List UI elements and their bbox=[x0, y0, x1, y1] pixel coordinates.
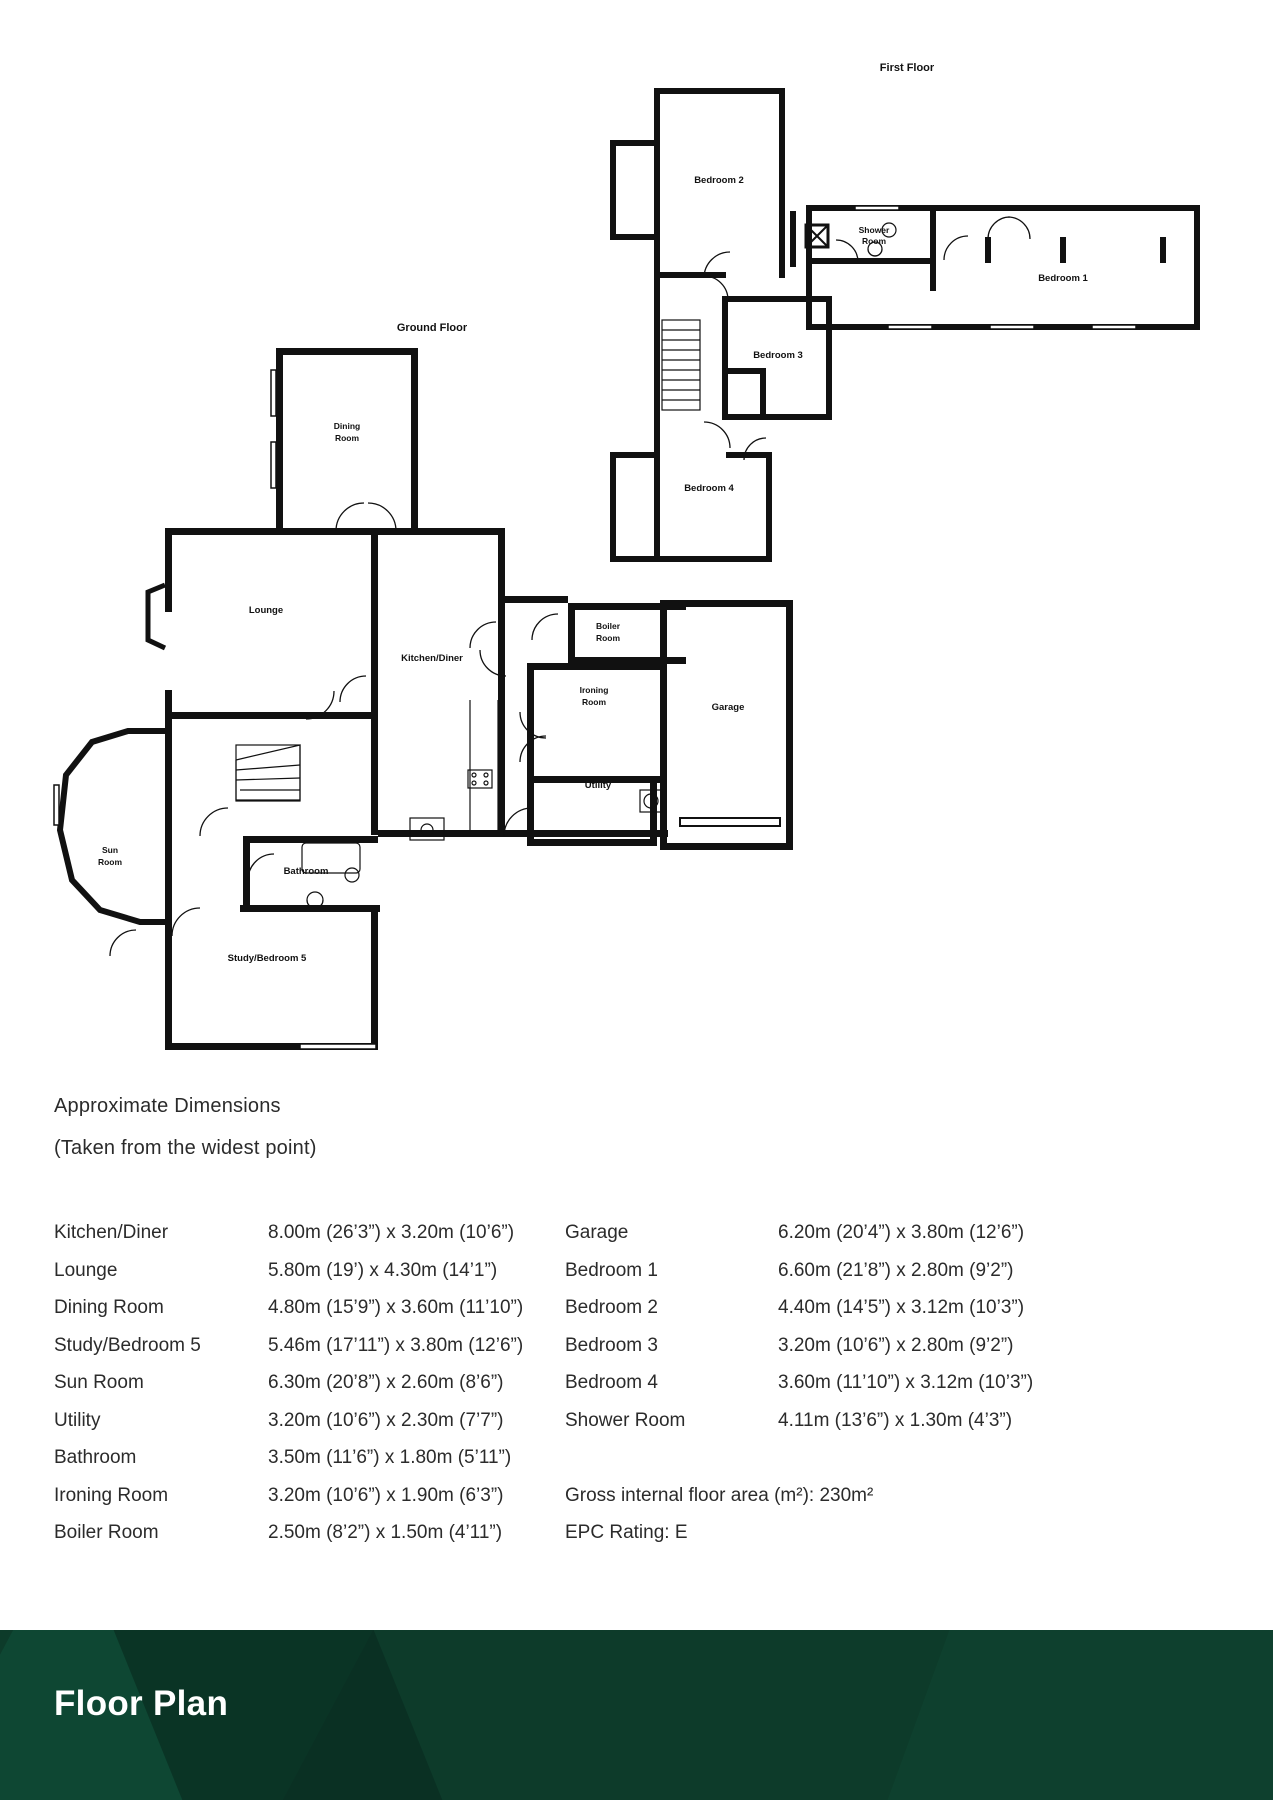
dimension-row bbox=[565, 1335, 1125, 1373]
first-floor-plan bbox=[610, 62, 1200, 562]
dimension-row bbox=[54, 1222, 574, 1260]
dimension-name: Lounge bbox=[54, 1259, 118, 1281]
first-floor-room-label-bedroom-1: Bedroom 1 bbox=[1038, 273, 1088, 284]
dimension-row bbox=[54, 1410, 574, 1448]
ground-floor-title: Ground Floor bbox=[396, 322, 468, 334]
dimension-row bbox=[54, 1485, 574, 1523]
first-floor-doors bbox=[704, 217, 1030, 460]
dimension-name: Sun Room bbox=[54, 1372, 144, 1393]
footer-title: Floor Plan bbox=[54, 1684, 229, 1723]
dimension-value: 4.80m (15’9”) x 3.60m (11’10”) bbox=[268, 1297, 524, 1318]
dimension-name: Garage bbox=[565, 1222, 629, 1243]
dimension-row bbox=[54, 1260, 574, 1298]
dimension-value: 6.30m (20’8”) x 2.60m (8’6”) bbox=[268, 1372, 504, 1393]
ground-floor-walls bbox=[54, 348, 793, 1050]
ground-floor-room-label-utility: Utility bbox=[584, 780, 612, 791]
dimension-value: 5.80m (19’) x 4.30m (14’1”) bbox=[268, 1259, 498, 1281]
footer-decoration-right bbox=[862, 1630, 1273, 1800]
dimension-value: 3.20m (10’6”) x 1.90m (6’3”) bbox=[268, 1484, 504, 1506]
dimension-row bbox=[565, 1410, 1125, 1448]
first-floor-room-label-bedroom-3: Bedroom 3 bbox=[753, 350, 803, 361]
dimension-name: Study/Bedroom 5 bbox=[54, 1334, 201, 1356]
dimensions-right-column bbox=[565, 1222, 1125, 1560]
gross-internal-floor-area-note: Gross internal floor area (m²): 230m² bbox=[565, 1484, 874, 1506]
ground-floor-room-label-bathroom: Bathroom bbox=[283, 866, 329, 877]
dimension-value: 8.00m (26’3”) x 3.20m (10’6”) bbox=[268, 1222, 515, 1243]
dimensions-left-column bbox=[54, 1222, 574, 1560]
dimension-row bbox=[54, 1372, 574, 1410]
dimension-name: Boiler Room bbox=[54, 1522, 159, 1543]
dimension-name: Bedroom 1 bbox=[565, 1259, 658, 1281]
ground-floor-room-label-sun-room-line2: Room bbox=[97, 857, 123, 867]
dimension-row bbox=[565, 1222, 1125, 1260]
dimension-value: 3.20m (10’6”) x 2.30m (7’7”) bbox=[268, 1409, 504, 1431]
ground-floor-room-label-dining-room-line1: Dining bbox=[333, 421, 361, 431]
dimension-row bbox=[54, 1522, 574, 1560]
ground-floor-room-label-study-bedroom-5: Study/Bedroom 5 bbox=[227, 953, 307, 964]
dimension-name: Utility bbox=[54, 1409, 101, 1431]
ground-floor-fixtures bbox=[302, 700, 662, 908]
first-floor-room-label-bedroom-2: Bedroom 2 bbox=[694, 175, 744, 186]
dimension-name: Kitchen/Diner bbox=[54, 1222, 169, 1243]
dimension-name: Bedroom 2 bbox=[565, 1297, 658, 1318]
ground-floor-room-label-lounge: Lounge bbox=[248, 605, 284, 616]
dimension-value: 6.20m (20’4”) x 3.80m (12’6”) bbox=[778, 1222, 1025, 1243]
dimension-name: Dining Room bbox=[54, 1297, 164, 1318]
ground-floor-room-label-kitchen-diner: Kitchen/Diner bbox=[401, 653, 463, 664]
dimension-value: 4.11m (13’6”) x 1.30m (4’3”) bbox=[778, 1409, 1013, 1431]
dimension-value: 3.50m (11’6”) x 1.80m (5’11”) bbox=[268, 1447, 512, 1468]
ground-floor-room-label-boiler-room-line1: Boiler bbox=[595, 621, 621, 631]
dimension-name: Bedroom 3 bbox=[565, 1334, 658, 1356]
dimensions-subheading: (Taken from the widest point) bbox=[54, 1137, 317, 1159]
first-floor-title: First Floor bbox=[879, 62, 935, 74]
ground-floor-room-label-garage: Garage bbox=[711, 702, 745, 713]
dimension-row bbox=[54, 1335, 574, 1373]
dimension-value: 4.40m (14’5”) x 3.12m (10’3”) bbox=[778, 1297, 1025, 1318]
ground-floor-doors bbox=[110, 503, 558, 956]
footer-banner bbox=[0, 1630, 1273, 1800]
first-floor-room-label-shower-room-line2: Room bbox=[861, 236, 887, 246]
epc-rating-note: EPC Rating: E bbox=[565, 1522, 688, 1543]
ground-floor-room-label-boiler-room-line2: Room bbox=[595, 633, 621, 643]
dimension-name: Ironing Room bbox=[54, 1484, 169, 1506]
dimension-value: 3.20m (10’6”) x 2.80m (9’2”) bbox=[778, 1334, 1014, 1356]
first-floor-stairs bbox=[662, 320, 700, 410]
ground-floor-stairs bbox=[236, 745, 300, 801]
dimension-name: Bathroom bbox=[54, 1447, 137, 1468]
dimension-row bbox=[565, 1260, 1125, 1298]
ground-floor-room-label-sun-room-line1: Sun bbox=[101, 845, 119, 855]
dimension-value: 6.60m (21’8”) x 2.80m (9’2”) bbox=[778, 1259, 1014, 1281]
dimension-row bbox=[54, 1297, 574, 1335]
dimension-value: 3.60m (11’10”) x 3.12m (10’3”) bbox=[778, 1372, 1034, 1393]
first-floor-room-label-bedroom-4: Bedroom 4 bbox=[684, 483, 734, 494]
dimensions-heading: Approximate Dimensions bbox=[54, 1095, 281, 1117]
dimension-name: Bedroom 4 bbox=[565, 1372, 658, 1393]
dimensions-spacer bbox=[565, 1447, 1125, 1485]
ground-floor-room-label-ironing-room-line2: Room bbox=[581, 697, 607, 707]
ground-floor-room-label-ironing-room-line1: Ironing bbox=[579, 685, 609, 695]
dimension-name: Shower Room bbox=[565, 1409, 686, 1431]
ground-floor-room-label-dining-room-line2: Room bbox=[334, 433, 360, 443]
ground-floor-plan bbox=[54, 322, 793, 1050]
dimension-row bbox=[565, 1372, 1125, 1410]
dimension-value: 2.50m (8’2”) x 1.50m (4’11”) bbox=[268, 1522, 503, 1543]
dimension-row bbox=[565, 1297, 1125, 1335]
dimension-value: 5.46m (17’11”) x 3.80m (12’6”) bbox=[268, 1334, 524, 1356]
dimension-row bbox=[54, 1447, 574, 1485]
first-floor-room-label-shower-room-line1: Shower bbox=[858, 225, 890, 235]
